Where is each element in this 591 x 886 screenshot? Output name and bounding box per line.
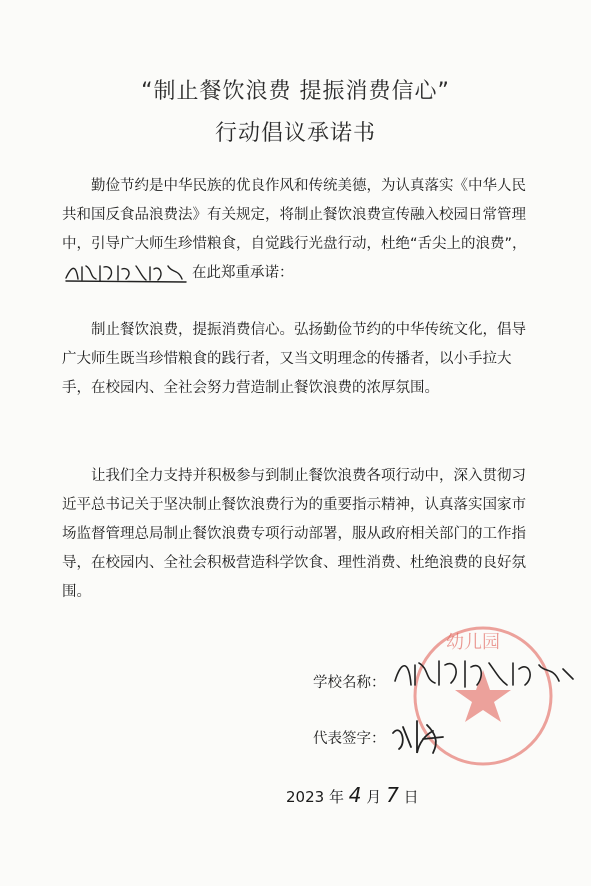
paragraph-1: [62, 172, 532, 288]
handwritten-school-name: [389, 651, 579, 695]
date-day: 7: [386, 783, 399, 807]
school-name-row: [313, 671, 386, 692]
handwritten-school-name-inline: [62, 261, 192, 285]
paragraph-3: [62, 462, 532, 607]
title-line-2: 行动倡议承诺书: [214, 121, 376, 146]
date-year-char: 年: [328, 788, 344, 806]
date-day-char: 日: [403, 788, 419, 806]
handwritten-representative-signature: [389, 713, 449, 759]
representative-row: [313, 727, 386, 748]
date-month: 4: [348, 783, 362, 807]
paragraph-1-tail: 在此郑重承诺：: [192, 265, 294, 281]
representative-label: 代表签字：: [313, 731, 386, 747]
date-year: 2023: [286, 788, 325, 806]
date-row: [286, 783, 419, 807]
date-month-char: 月: [366, 788, 382, 806]
paragraph-2-text: 制止餐饮浪费，提振消费信心。弘扬勤俭节约的中华传统文化，倡导广大师生既当珍惜粮食的践行者，又当文明理念的传播者，以小手拉大手，在校园内、全社会努力营造制止餐饮浪费的浓厚氛围。: [62, 322, 526, 396]
title-line-1: “制止餐饮浪费 提振消费信心”: [141, 79, 450, 104]
school-name-label: 学校名称：: [313, 675, 386, 691]
paragraph-1-text: 勤俭节约是中华民族的优良作风和传统美德，为认真落实《中华人民共和国反食品浪费法》有关规定，将制止餐饮浪费宣传融入校园日常管理中，引导广大师生珍惜粮食，自觉践行光盘行动，杜绝“舌尖上的浪费”，: [62, 178, 527, 252]
seal-text: 幼儿园: [446, 632, 500, 653]
paragraph-3-text: 让我们全力支持并积极参与到制止餐饮浪费各项行动中，深入贯彻习近平总书记关于坚决制止餐饮浪费行为的重要指示精神，认真落实国家市场监督管理总局制止餐饮浪费专项行动部署，服从政府相关部门的工作指导，在校园内、全社会积极营造科学饮食、理性消费、杜绝浪费的良好氛围。: [62, 468, 526, 600]
paragraph-2: [62, 316, 532, 403]
